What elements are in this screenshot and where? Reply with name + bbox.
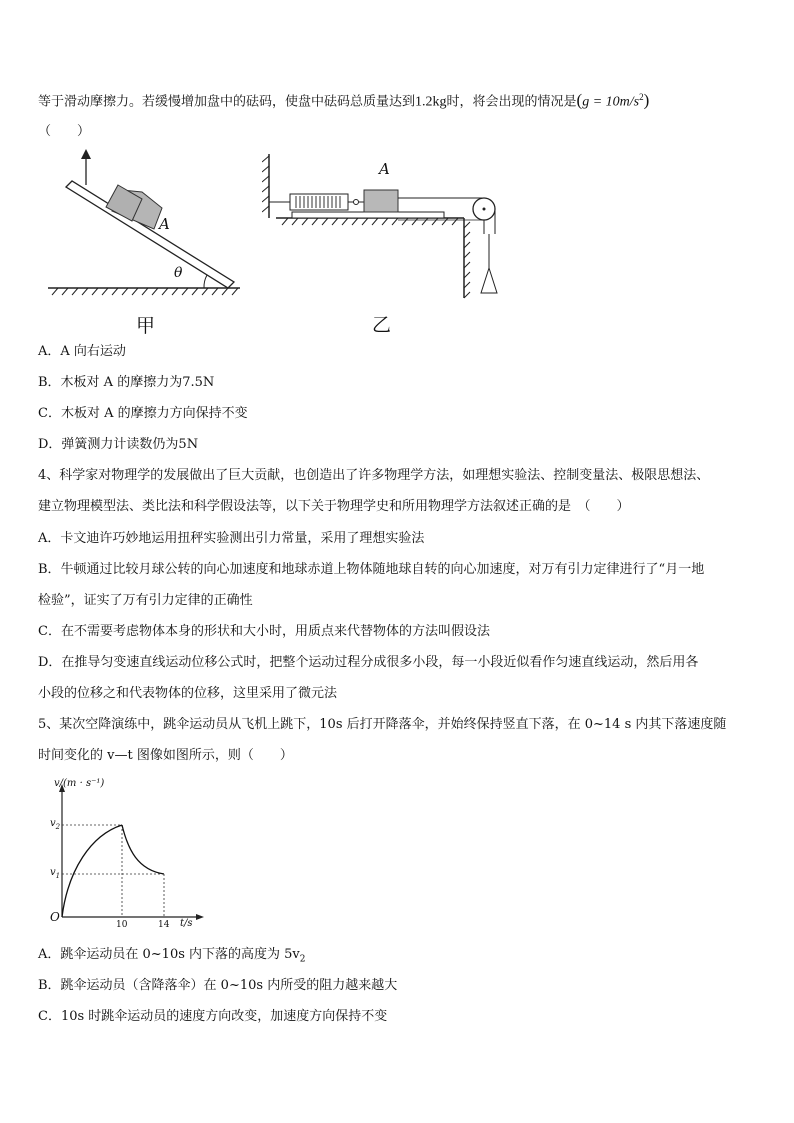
figure-pulley-setup <box>262 150 502 335</box>
incline-block-label: A <box>159 215 170 233</box>
vt-curve-rising <box>62 825 122 917</box>
figure-incline <box>44 145 244 340</box>
q3-option-a: A．A 向右运动 <box>38 344 126 359</box>
q5-stem-line1: 5、某次空降演练中，跳伞运动员从飞机上跳下，10s 后打开降落伞，并始终保持竖直下落，在 0~14 s 内其下落速度随 <box>38 717 727 732</box>
q4-option-d-line1: D．在推导匀变速直线运动位移公式时，把整个运动过程分成很多小段，每一小段近似看作匀速直线运动，然后用各 <box>38 655 699 670</box>
q5-option-c: C．10s 时跳伞运动员的速度方向改变，加速度方向保持不变 <box>38 1009 388 1024</box>
q3-paren-close: ) <box>643 90 650 110</box>
vt-v2-label: $v_2$ <box>50 818 61 831</box>
vt-x-label: t/s <box>180 918 193 929</box>
q5-option-a-text: A．跳伞运动员在 0~10s 内下落的高度为 5v <box>38 947 300 962</box>
q3-option-c: C．木板对 A 的摩擦力方向保持不变 <box>38 406 248 421</box>
vt-tick-10: 10 <box>116 920 128 930</box>
q5-option-b: B．跳伞运动员（含降落伞）在 0~10s 内所受的阻力越来越大 <box>38 978 398 993</box>
q5-stem-line2: 时间变化的 v—t 图像如图所示，则（ ） <box>38 748 293 763</box>
incline-angle-label: θ <box>174 265 183 281</box>
q3-stem-text-a: 等于滑动摩擦力。若缓慢增加盘中的砝码，使盘中砝码总质量达到 <box>38 94 416 110</box>
vt-y-label: v/(m · s⁻¹) <box>54 778 105 789</box>
q4-option-b-line2: 检验”，证实了万有引力定律的正确性 <box>38 593 253 608</box>
q4-stem-line1: 4、科学家对物理学的发展做出了巨大贡献，也创造出了许多物理学方法，如理想实验法、控制变量法、极限思想法、 <box>38 468 710 483</box>
vt-v1-label: $v_1$ <box>50 867 61 880</box>
q4-option-b-line1: B．牛顿通过比较月球公转的向心加速度和地球赤道上物体随地球自转的向心加速度，对万有引力定律进行了“月一地 <box>38 562 705 577</box>
vt-graph <box>46 780 206 930</box>
q3-g-exponent: 2 <box>639 92 644 102</box>
q4-stem-line2: 建立物理模型法、类比法和科学假设法等，以下关于物理学史和所用物理学方法叙述正确的是 （ ） <box>38 499 630 514</box>
figure-yi-label: 乙 <box>372 314 392 336</box>
q4-option-a: A．卡文迪许巧妙地运用扭秤实验测出引力常量，采用了理想实验法 <box>38 531 425 546</box>
q3-stem-text-b: 时，将会出现的情况是 <box>446 94 577 110</box>
vt-tick-14: 14 <box>158 920 170 930</box>
q5-option-a <box>38 946 306 969</box>
q3-g-formula: g = 10m/s <box>582 94 640 110</box>
q3-mass-value: 1.2kg <box>415 94 447 110</box>
q3-paren-open: ( <box>576 90 583 110</box>
q4-option-c: C．在不需要考虑物体本身的形状和大小时，用质点来代替物体的方法叫假设法 <box>38 624 490 639</box>
q3-option-b: B．木板对 A 的摩擦力为7.5N <box>38 375 215 390</box>
q3-answer-bracket: （ ） <box>38 124 91 139</box>
vt-origin-label: O <box>50 910 60 924</box>
q3-stem-line1 <box>38 88 649 111</box>
q5-option-a-subscript: 2 <box>299 954 306 965</box>
q4-option-d-line2: 小段的位移之和代表物体的位移，这里采用了微元法 <box>38 686 338 701</box>
figure-jia-label: 甲 <box>136 315 156 337</box>
pulley-block-label: A <box>379 160 390 178</box>
q3-option-d: D．弹簧测力计读数仍为5N <box>38 437 199 452</box>
vt-curve-decaying <box>122 825 164 874</box>
